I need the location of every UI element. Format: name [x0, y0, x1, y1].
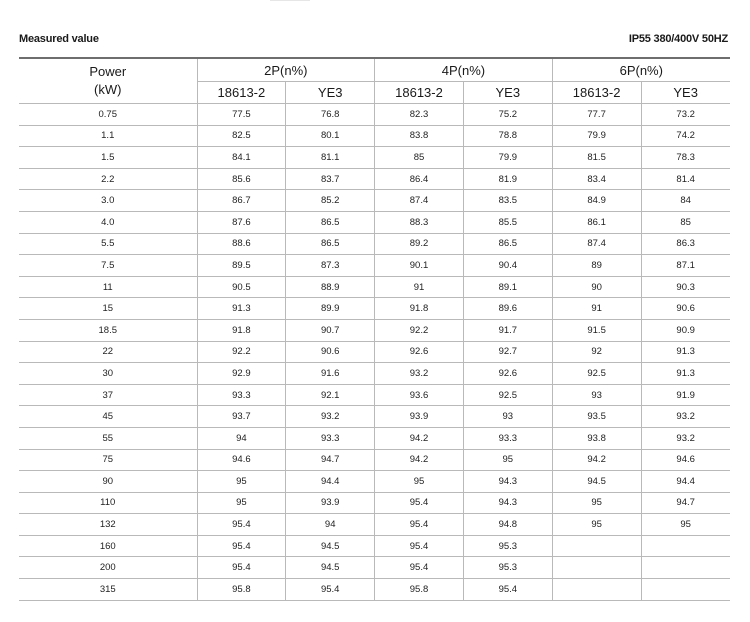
p2-ye3-cell: 86.5 [286, 233, 375, 255]
p6-18613-cell: 83.4 [552, 168, 641, 190]
power-header-label: Power [89, 64, 127, 79]
p2-ye3-cell: 89.9 [286, 298, 375, 320]
group-header-6p: 6P(n%) [552, 58, 730, 82]
p4-18613-cell: 90.1 [375, 255, 464, 277]
p4-ye3-cell: 75.2 [463, 104, 552, 126]
p2-18613-cell: 95.4 [197, 557, 286, 579]
table-row [19, 514, 730, 536]
spec-caption: IP55 380/400V 50HZ [628, 33, 728, 45]
table-row [19, 125, 730, 147]
p2-18613-cell: 90.5 [197, 276, 286, 298]
p4-18613-cell: 91.8 [375, 298, 464, 320]
p4-ye3-cell: 90.4 [463, 255, 552, 277]
p6-ye3-cell [641, 579, 730, 601]
p6-ye3-cell: 91.3 [641, 341, 730, 363]
power-cell: 160 [19, 535, 197, 557]
p6-18613-cell: 94.5 [552, 471, 641, 493]
power-cell: 4.0 [19, 211, 197, 233]
p6-18613-cell: 92 [552, 341, 641, 363]
p4-18613-cell: 94.2 [375, 449, 464, 471]
p2-ye3-cell: 85.2 [286, 190, 375, 212]
p4-18613-cell: 93.6 [375, 384, 464, 406]
p2-ye3-cell: 83.7 [286, 168, 375, 190]
table-row [19, 190, 730, 212]
p2-ye3-cell: 88.9 [286, 276, 375, 298]
p6-18613-cell [552, 579, 641, 601]
p2-ye3-cell: 92.1 [286, 384, 375, 406]
p2-ye3-cell: 87.3 [286, 255, 375, 277]
p4-18613-cell: 95 [375, 471, 464, 493]
p4-18613-cell: 85 [375, 147, 464, 169]
subheader-2p-18613: 18613-2 [197, 82, 286, 104]
p4-18613-cell: 91 [375, 276, 464, 298]
p6-18613-cell: 95 [552, 514, 641, 536]
p4-18613-cell: 83.8 [375, 125, 464, 147]
p4-ye3-cell: 89.1 [463, 276, 552, 298]
p6-ye3-cell: 73.2 [641, 104, 730, 126]
p2-18613-cell: 86.7 [197, 190, 286, 212]
power-cell: 18.5 [19, 319, 197, 341]
table-row [19, 471, 730, 493]
p4-18613-cell: 95.4 [375, 557, 464, 579]
table-row [19, 492, 730, 514]
table-row [19, 384, 730, 406]
subheader-2p-ye3: YE3 [286, 82, 375, 104]
p6-18613-cell: 93.5 [552, 406, 641, 428]
power-cell: 75 [19, 449, 197, 471]
table-row [19, 535, 730, 557]
p2-18613-cell: 91.3 [197, 298, 286, 320]
p6-ye3-cell: 81.4 [641, 168, 730, 190]
table-row [19, 341, 730, 363]
p6-18613-cell: 89 [552, 255, 641, 277]
table-row [19, 168, 730, 190]
p6-18613-cell: 84.9 [552, 190, 641, 212]
power-cell: 90 [19, 471, 197, 493]
p6-ye3-cell: 84 [641, 190, 730, 212]
p6-ye3-cell: 94.4 [641, 471, 730, 493]
p6-ye3-cell: 94.7 [641, 492, 730, 514]
p6-18613-cell: 86.1 [552, 211, 641, 233]
p4-18613-cell: 87.4 [375, 190, 464, 212]
p6-ye3-cell: 90.6 [641, 298, 730, 320]
p2-18613-cell: 87.6 [197, 211, 286, 233]
p4-ye3-cell: 83.5 [463, 190, 552, 212]
power-cell: 11 [19, 276, 197, 298]
p6-18613-cell: 93.8 [552, 427, 641, 449]
table-row [19, 579, 730, 601]
p2-ye3-cell: 93.3 [286, 427, 375, 449]
p4-ye3-cell: 79.9 [463, 147, 552, 169]
p2-18613-cell: 95 [197, 492, 286, 514]
table-row [19, 406, 730, 428]
p2-ye3-cell: 81.1 [286, 147, 375, 169]
header-row-groups [19, 58, 730, 82]
p4-ye3-cell: 92.5 [463, 384, 552, 406]
p4-ye3-cell: 81.9 [463, 168, 552, 190]
p6-ye3-cell: 86.3 [641, 233, 730, 255]
p6-ye3-cell: 78.3 [641, 147, 730, 169]
p6-ye3-cell: 91.3 [641, 363, 730, 385]
p2-ye3-cell: 94 [286, 514, 375, 536]
p4-ye3-cell: 91.7 [463, 319, 552, 341]
table-row [19, 298, 730, 320]
p6-18613-cell [552, 557, 641, 579]
p2-ye3-cell: 94.5 [286, 535, 375, 557]
p2-18613-cell: 95.8 [197, 579, 286, 601]
top-divider [270, 0, 310, 1]
p2-ye3-cell: 80.1 [286, 125, 375, 147]
subheader-4p-18613: 18613-2 [375, 82, 464, 104]
p4-18613-cell: 82.3 [375, 104, 464, 126]
power-cell: 55 [19, 427, 197, 449]
p6-18613-cell [552, 535, 641, 557]
p4-18613-cell: 86.4 [375, 168, 464, 190]
power-cell: 30 [19, 363, 197, 385]
p2-ye3-cell: 76.8 [286, 104, 375, 126]
p2-ye3-cell: 90.7 [286, 319, 375, 341]
p6-18613-cell: 94.2 [552, 449, 641, 471]
table-body [19, 104, 730, 601]
p2-18613-cell: 88.6 [197, 233, 286, 255]
p2-18613-cell: 82.5 [197, 125, 286, 147]
p2-18613-cell: 95.4 [197, 514, 286, 536]
group-header-4p: 4P(n%) [375, 58, 553, 82]
p6-18613-cell: 81.5 [552, 147, 641, 169]
p6-18613-cell: 95 [552, 492, 641, 514]
power-header-unit: (kW) [94, 82, 122, 97]
p4-18613-cell: 93.2 [375, 363, 464, 385]
p2-18613-cell: 77.5 [197, 104, 286, 126]
power-cell: 5.5 [19, 233, 197, 255]
table-row [19, 557, 730, 579]
p4-ye3-cell: 95.3 [463, 535, 552, 557]
p2-ye3-cell: 94.5 [286, 557, 375, 579]
p6-18613-cell: 90 [552, 276, 641, 298]
p4-ye3-cell: 92.7 [463, 341, 552, 363]
power-cell: 1.1 [19, 125, 197, 147]
p6-18613-cell: 87.4 [552, 233, 641, 255]
p6-ye3-cell: 95 [641, 514, 730, 536]
table-row [19, 319, 730, 341]
power-cell: 7.5 [19, 255, 197, 277]
p2-ye3-cell: 93.2 [286, 406, 375, 428]
power-cell: 15 [19, 298, 197, 320]
power-cell: 37 [19, 384, 197, 406]
power-cell: 2.2 [19, 168, 197, 190]
group-header-2p: 2P(n%) [197, 58, 375, 82]
p6-ye3-cell: 91.9 [641, 384, 730, 406]
table-row [19, 147, 730, 169]
p4-18613-cell: 92.2 [375, 319, 464, 341]
p4-ye3-cell: 95.3 [463, 557, 552, 579]
measured-value-caption: Measured value [19, 33, 99, 45]
power-cell: 22 [19, 341, 197, 363]
p6-ye3-cell: 90.9 [641, 319, 730, 341]
p6-ye3-cell: 93.2 [641, 427, 730, 449]
p2-ye3-cell: 86.5 [286, 211, 375, 233]
power-cell: 132 [19, 514, 197, 536]
p4-ye3-cell: 78.8 [463, 125, 552, 147]
p2-18613-cell: 95 [197, 471, 286, 493]
p2-18613-cell: 94 [197, 427, 286, 449]
p4-ye3-cell: 86.5 [463, 233, 552, 255]
p2-18613-cell: 89.5 [197, 255, 286, 277]
power-cell: 1.5 [19, 147, 197, 169]
table-row [19, 255, 730, 277]
p4-18613-cell: 95.4 [375, 492, 464, 514]
p6-ye3-cell: 90.3 [641, 276, 730, 298]
p6-ye3-cell: 94.6 [641, 449, 730, 471]
power-cell: 3.0 [19, 190, 197, 212]
p6-ye3-cell: 74.2 [641, 125, 730, 147]
p4-ye3-cell: 93.3 [463, 427, 552, 449]
efficiency-table [19, 57, 730, 601]
power-header [19, 58, 197, 104]
p2-ye3-cell: 94.7 [286, 449, 375, 471]
table-row [19, 427, 730, 449]
p4-ye3-cell: 89.6 [463, 298, 552, 320]
subheader-4p-ye3: YE3 [463, 82, 552, 104]
p4-18613-cell: 93.9 [375, 406, 464, 428]
p4-18613-cell: 89.2 [375, 233, 464, 255]
p4-18613-cell: 92.6 [375, 341, 464, 363]
p2-18613-cell: 93.7 [197, 406, 286, 428]
p2-ye3-cell: 93.9 [286, 492, 375, 514]
p6-ye3-cell [641, 557, 730, 579]
p6-ye3-cell: 85 [641, 211, 730, 233]
table-row [19, 276, 730, 298]
table-row [19, 233, 730, 255]
p6-18613-cell: 92.5 [552, 363, 641, 385]
table-row [19, 449, 730, 471]
power-cell: 200 [19, 557, 197, 579]
subheader-6p-ye3: YE3 [641, 82, 730, 104]
p2-ye3-cell: 95.4 [286, 579, 375, 601]
p2-18613-cell: 84.1 [197, 147, 286, 169]
p2-ye3-cell: 94.4 [286, 471, 375, 493]
p4-ye3-cell: 95.4 [463, 579, 552, 601]
p4-ye3-cell: 94.3 [463, 492, 552, 514]
p6-18613-cell: 91 [552, 298, 641, 320]
p4-ye3-cell: 95 [463, 449, 552, 471]
p4-ye3-cell: 94.3 [463, 471, 552, 493]
p2-18613-cell: 94.6 [197, 449, 286, 471]
p6-ye3-cell: 93.2 [641, 406, 730, 428]
p4-ye3-cell: 93 [463, 406, 552, 428]
power-cell: 110 [19, 492, 197, 514]
p2-18613-cell: 91.8 [197, 319, 286, 341]
p2-18613-cell: 93.3 [197, 384, 286, 406]
power-cell: 45 [19, 406, 197, 428]
table-row [19, 104, 730, 126]
p2-18613-cell: 92.2 [197, 341, 286, 363]
p6-18613-cell: 91.5 [552, 319, 641, 341]
p6-18613-cell: 93 [552, 384, 641, 406]
table-row [19, 211, 730, 233]
p4-ye3-cell: 92.6 [463, 363, 552, 385]
p4-18613-cell: 95.4 [375, 514, 464, 536]
p2-18613-cell: 95.4 [197, 535, 286, 557]
p4-18613-cell: 94.2 [375, 427, 464, 449]
table-row [19, 363, 730, 385]
p4-ye3-cell: 94.8 [463, 514, 552, 536]
power-cell: 0.75 [19, 104, 197, 126]
p6-ye3-cell: 87.1 [641, 255, 730, 277]
power-cell: 315 [19, 579, 197, 601]
p6-18613-cell: 77.7 [552, 104, 641, 126]
p4-18613-cell: 95.4 [375, 535, 464, 557]
p2-ye3-cell: 90.6 [286, 341, 375, 363]
p4-18613-cell: 95.8 [375, 579, 464, 601]
p2-ye3-cell: 91.6 [286, 363, 375, 385]
p4-18613-cell: 88.3 [375, 211, 464, 233]
p6-18613-cell: 79.9 [552, 125, 641, 147]
p2-18613-cell: 85.6 [197, 168, 286, 190]
p2-18613-cell: 92.9 [197, 363, 286, 385]
p6-ye3-cell [641, 535, 730, 557]
subheader-6p-18613: 18613-2 [552, 82, 641, 104]
p4-ye3-cell: 85.5 [463, 211, 552, 233]
